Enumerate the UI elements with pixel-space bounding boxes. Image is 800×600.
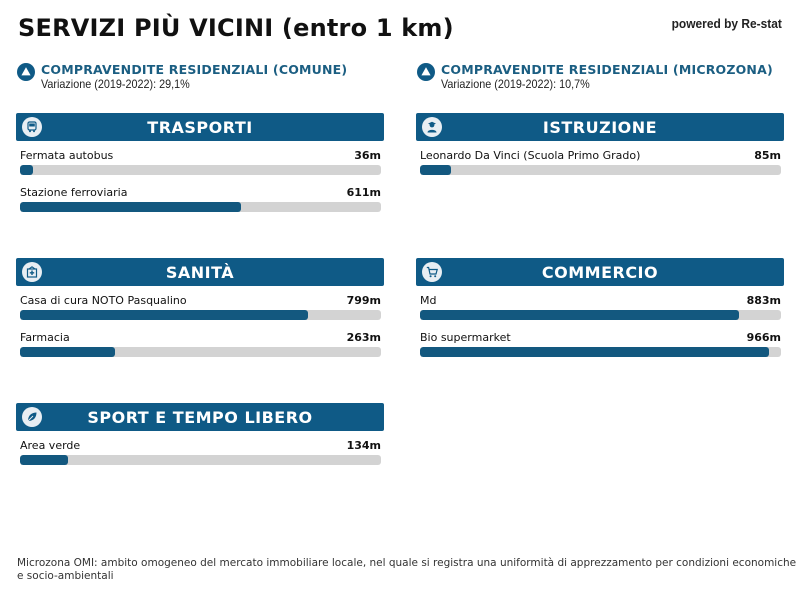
card-sanita xyxy=(16,258,384,360)
service-distance: 263m xyxy=(346,331,381,344)
service-distance: 883m xyxy=(746,294,781,307)
card-header xyxy=(416,113,784,141)
distance-bar xyxy=(20,347,381,357)
stat-variation: Variazione (2019-2022): 29,1% xyxy=(41,77,190,91)
stat-variation: Variazione (2019-2022): 10,7% xyxy=(441,77,590,91)
service-name: Farmacia xyxy=(20,331,70,344)
distance-bar-fill xyxy=(20,165,33,175)
triangle-up-icon xyxy=(417,63,435,81)
service-distance: 36m xyxy=(354,149,381,162)
list-item xyxy=(16,186,384,215)
distance-bar xyxy=(20,455,381,465)
distance-bar xyxy=(420,165,781,175)
distance-bar xyxy=(20,202,381,212)
card-trasporti xyxy=(16,113,384,215)
distance-bar-fill xyxy=(20,455,68,465)
hospital-icon xyxy=(22,262,42,282)
distance-bar-fill xyxy=(420,310,739,320)
distance-bar xyxy=(20,165,381,175)
card-header xyxy=(16,403,384,431)
service-name: Bio supermarket xyxy=(420,331,511,344)
service-name: Fermata autobus xyxy=(20,149,114,162)
service-distance: 85m xyxy=(754,149,781,162)
footnote: Microzona OMI: ambito omogeneo del mercato immobiliare locale, nel quale si registra una uniformità di apprezzamento per condizioni economiche e socio-ambientali xyxy=(17,557,797,582)
distance-bar-fill xyxy=(20,347,115,357)
service-distance: 966m xyxy=(746,331,781,344)
student-icon xyxy=(422,117,442,137)
list-item xyxy=(16,331,384,360)
distance-bar xyxy=(20,310,381,320)
list-item xyxy=(416,294,784,323)
distance-bar-fill xyxy=(20,202,241,212)
triangle-up-icon xyxy=(17,63,35,81)
stat-label: COMPRAVENDITE RESIDENZIALI (MICROZONA) xyxy=(441,62,773,77)
card-title: TRASPORTI xyxy=(147,117,253,137)
card-istruzione xyxy=(416,113,784,178)
list-item xyxy=(416,149,784,178)
card-title: COMMERCIO xyxy=(541,262,659,282)
distance-bar xyxy=(420,310,781,320)
service-name: Md xyxy=(420,294,437,307)
list-item xyxy=(16,439,384,468)
card-sport xyxy=(16,403,384,468)
card-header xyxy=(16,113,384,141)
card-header xyxy=(16,258,384,286)
service-distance: 134m xyxy=(346,439,381,452)
powered-by-label: powered by Re-stat xyxy=(671,16,782,31)
list-item xyxy=(16,149,384,178)
distance-bar-fill xyxy=(420,165,451,175)
bus-icon xyxy=(22,117,42,137)
stat-label: COMPRAVENDITE RESIDENZIALI (COMUNE) xyxy=(41,62,348,77)
distance-bar-fill xyxy=(20,310,308,320)
service-name: Area verde xyxy=(20,439,81,452)
page-title: SERVIZI PIÙ VICINI (entro 1 km) xyxy=(18,14,454,42)
card-header xyxy=(416,258,784,286)
service-distance: 799m xyxy=(346,294,381,307)
list-item xyxy=(16,294,384,323)
list-item xyxy=(416,331,784,360)
card-title: SANITÀ xyxy=(165,262,235,282)
distance-bar-fill xyxy=(420,347,769,357)
service-name: Casa di cura NOTO Pasqualino xyxy=(20,294,187,307)
card-title: SPORT E TEMPO LIBERO xyxy=(87,407,313,427)
card-title: ISTRUZIONE xyxy=(542,117,658,137)
leaf-icon xyxy=(22,407,42,427)
card-commercio xyxy=(416,258,784,360)
service-distance: 611m xyxy=(346,186,381,199)
distance-bar xyxy=(420,347,781,357)
service-name: Stazione ferroviaria xyxy=(20,186,128,199)
service-name: Leonardo Da Vinci (Scuola Primo Grado) xyxy=(420,149,641,162)
shopping-cart-icon xyxy=(422,262,442,282)
